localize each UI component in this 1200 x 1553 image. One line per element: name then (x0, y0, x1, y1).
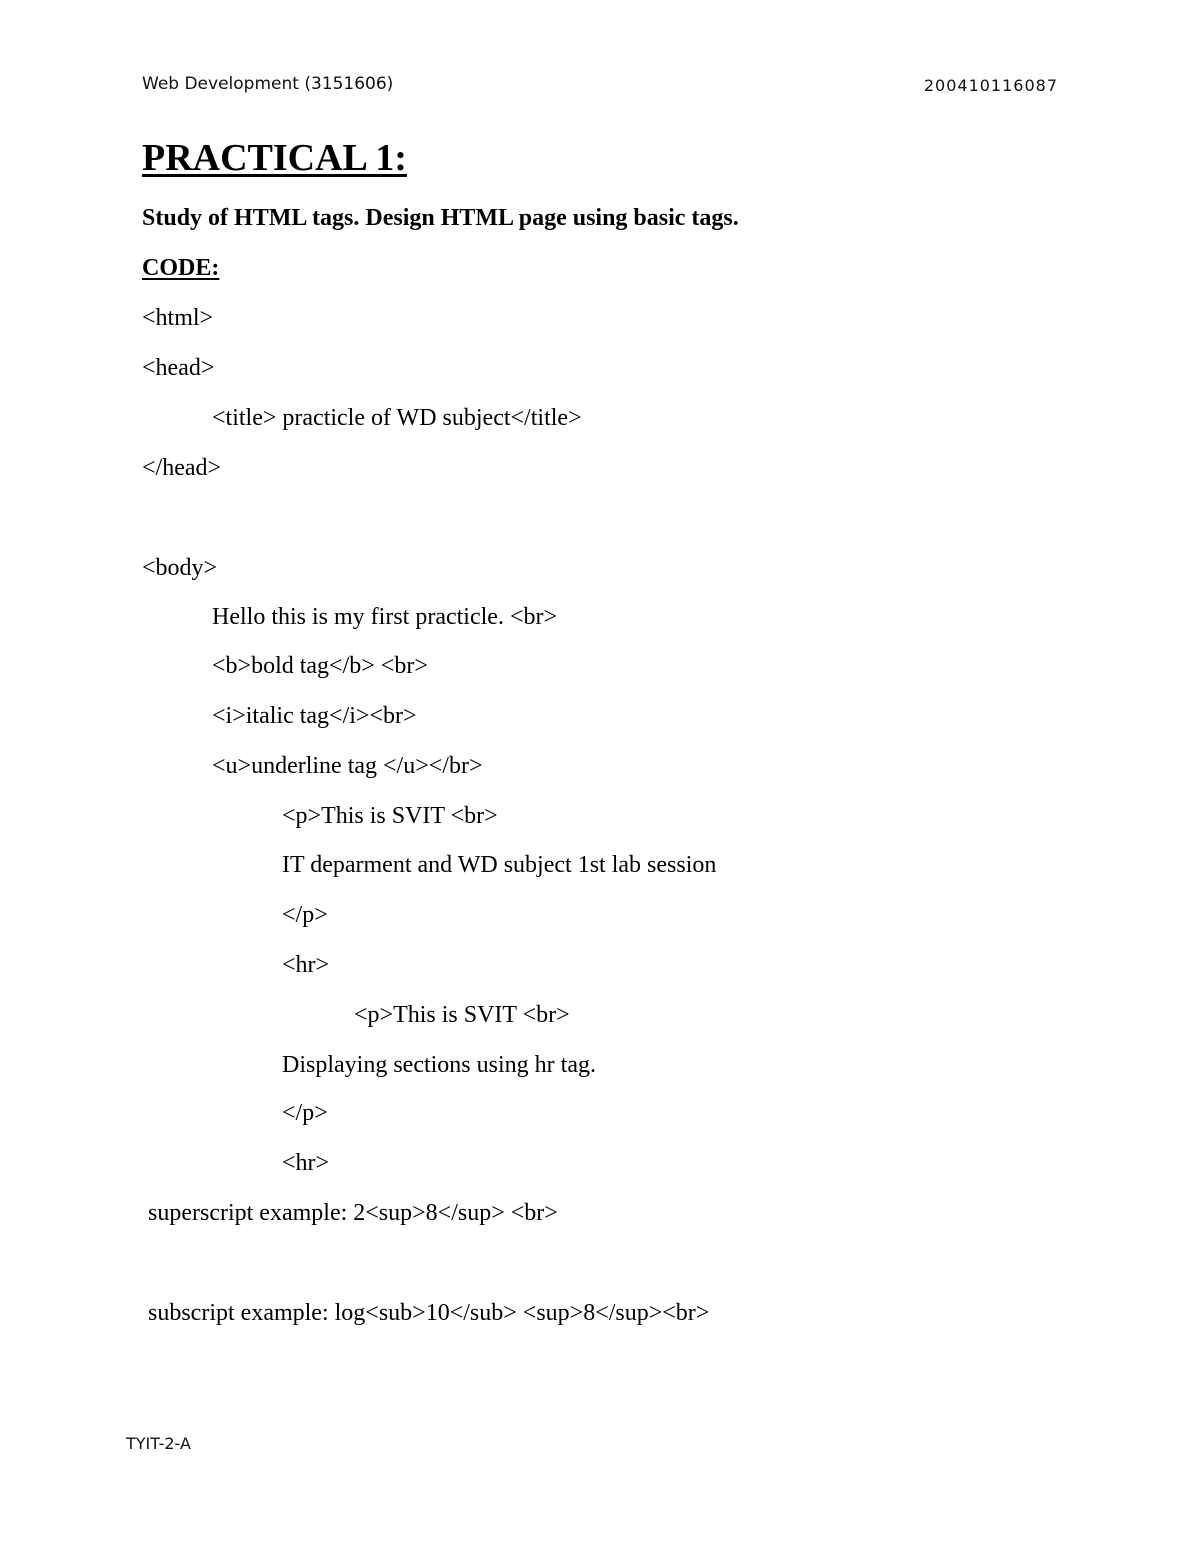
code-line: <hr> (282, 1150, 330, 1176)
code-heading: CODE: (142, 255, 220, 281)
code-line: Displaying sections using hr tag. (282, 1052, 596, 1078)
code-line: </head> (142, 455, 222, 481)
code-line: <b>bold tag</b> <br> (212, 653, 428, 679)
code-line: <p>This is SVIT <br> (354, 1002, 570, 1028)
code-line: <p>This is SVIT <br> (282, 803, 498, 829)
code-line: </p> (282, 1100, 328, 1126)
enrollment-number: 200410116087 (923, 76, 1058, 95)
code-line: </p> (282, 902, 328, 928)
code-line: <body> (142, 555, 218, 581)
course-header: Web Development (3151606) (142, 74, 394, 94)
practical-aim: Study of HTML tags. Design HTML page using basic tags. (142, 205, 739, 231)
code-line: <i>italic tag</i><br> (212, 703, 417, 729)
code-line: <hr> (282, 952, 330, 978)
code-line: superscript example: 2<sup>8</sup> <br> (148, 1200, 558, 1226)
code-line: Hello this is my first practicle. <br> (212, 604, 557, 630)
code-line: <head> (142, 355, 215, 381)
code-line: <html> (142, 305, 214, 331)
code-line: <title> practicle of WD subject</title> (212, 405, 582, 431)
class-footer: TYIT-2-A (126, 1434, 191, 1453)
practical-title: PRACTICAL 1: (142, 137, 407, 179)
code-line: IT deparment and WD subject 1st lab session (282, 852, 717, 878)
code-line: <u>underline tag </u></br> (212, 753, 483, 779)
code-line: subscript example: log<sub>10</sub> <sup>8</sup><br> (148, 1300, 710, 1326)
